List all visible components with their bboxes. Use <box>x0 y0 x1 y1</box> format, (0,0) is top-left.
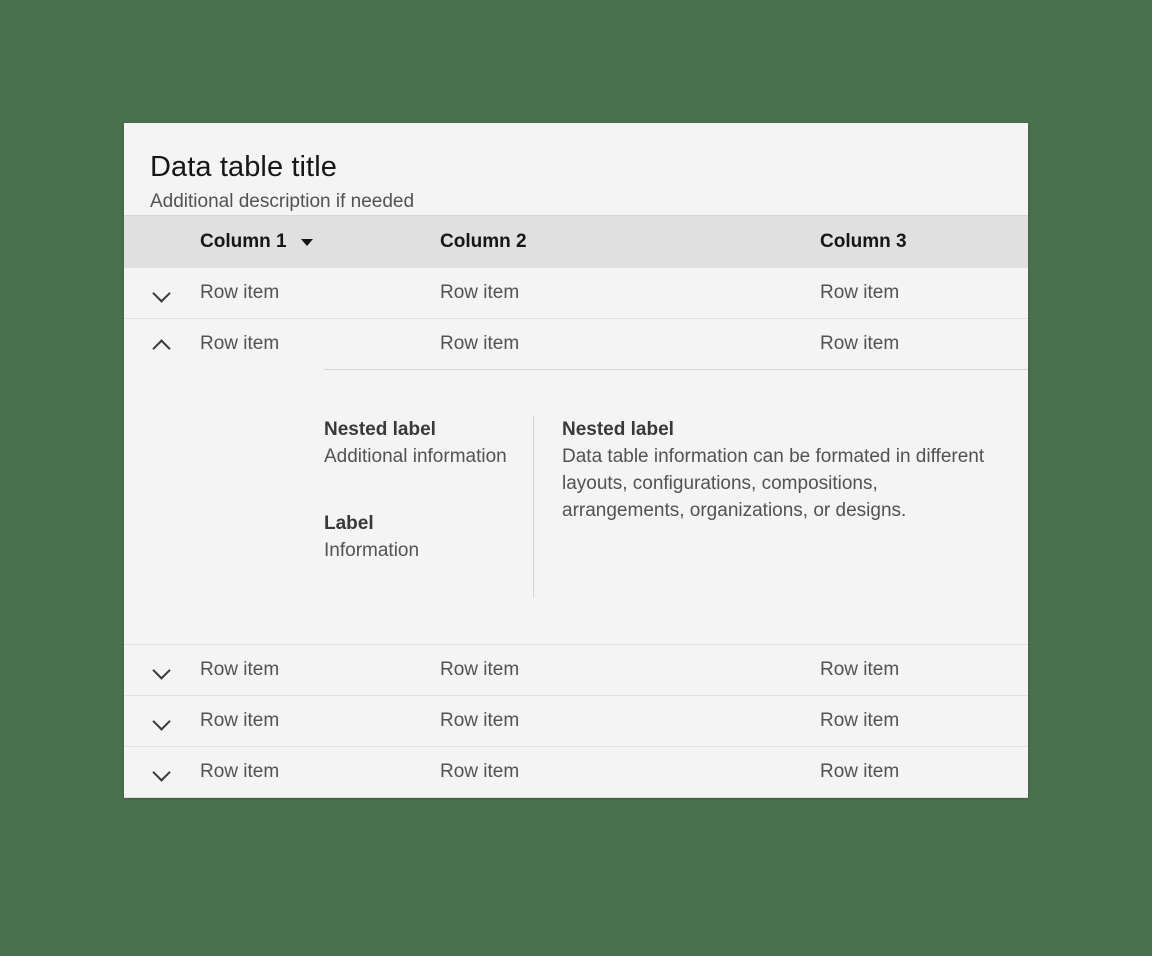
caret-down-icon[interactable] <box>301 239 313 246</box>
row-expand-button[interactable] <box>124 268 200 318</box>
chevron-down-icon[interactable] <box>152 283 172 303</box>
column-header-3[interactable] <box>820 216 1028 268</box>
nested-label-left-2: Label <box>324 513 374 534</box>
table-cell: Row item <box>200 333 280 354</box>
table-row-expanded[interactable] <box>124 319 1028 369</box>
table-row[interactable] <box>124 747 1028 798</box>
table-cell: Row item <box>820 333 900 354</box>
table-row[interactable] <box>124 645 1028 696</box>
data-table <box>124 123 1028 798</box>
table-cell: Row item <box>820 761 900 782</box>
expanded-panel-left <box>324 416 534 598</box>
table-cell: Row item <box>200 659 280 680</box>
column-header-3-label: Column 3 <box>820 231 907 252</box>
table-cell: Row item <box>200 710 280 731</box>
table-cell: Row item <box>200 761 280 782</box>
column-header-1-label: Column 1 <box>200 231 287 252</box>
table-row[interactable] <box>124 268 1028 319</box>
nested-text-left: Additional information <box>324 446 507 467</box>
table-cell: Row item <box>820 282 900 303</box>
expand-header-cell <box>124 216 200 268</box>
table-cell: Row item <box>820 710 900 731</box>
table-header <box>124 123 1028 215</box>
chevron-down-icon[interactable] <box>152 660 172 680</box>
table-cell: Row item <box>440 659 520 680</box>
table-description: Additional description if needed <box>150 191 415 212</box>
chevron-down-icon[interactable] <box>152 711 172 731</box>
table-column-header-row <box>124 215 1028 268</box>
chevron-up-icon[interactable] <box>152 334 172 354</box>
row-collapse-button[interactable] <box>124 319 200 369</box>
expanded-row-panel <box>124 369 1028 645</box>
row-expand-button[interactable] <box>124 747 200 797</box>
expanded-panel-right <box>534 416 1028 598</box>
table-cell: Row item <box>440 333 520 354</box>
nested-text-left-2: Information <box>324 540 420 561</box>
nested-text-right: Data table information can be formated in different layouts, configurations, compositions, arrangements, organizations, or designs. <box>562 446 985 521</box>
column-header-1[interactable] <box>200 216 440 268</box>
chevron-down-icon[interactable] <box>152 762 172 782</box>
table-cell: Row item <box>440 282 520 303</box>
row-expand-button[interactable] <box>124 645 200 695</box>
row-expand-button[interactable] <box>124 696 200 746</box>
column-header-2[interactable] <box>440 216 820 268</box>
column-header-2-label: Column 2 <box>440 231 527 252</box>
table-cell: Row item <box>440 710 520 731</box>
nested-label-right: Nested label <box>562 419 674 440</box>
table-cell: Row item <box>820 659 900 680</box>
page-title: Data table title <box>150 151 337 183</box>
nested-label-left: Nested label <box>324 419 436 440</box>
table-cell: Row item <box>440 761 520 782</box>
table-row[interactable] <box>124 696 1028 747</box>
table-cell: Row item <box>200 282 280 303</box>
